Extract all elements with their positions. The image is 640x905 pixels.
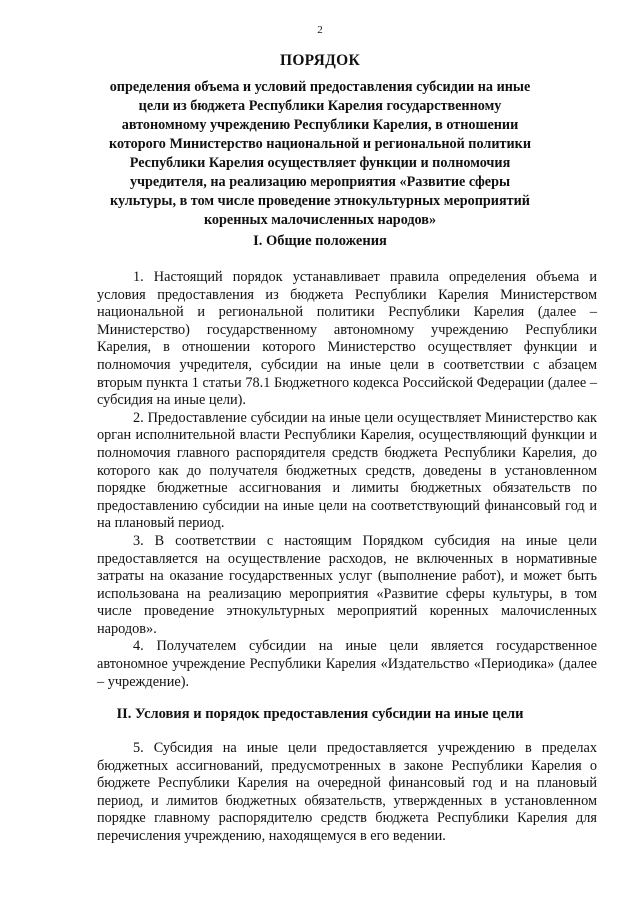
page-number: 2 [317, 24, 323, 36]
section-body-general-provisions [97, 269, 597, 691]
paragraph-4: 4. Получателем субсидии на иные цели является государственное автономное учреждение Республики Карелия «Издательство «Периодика» (далее – учреждение). [97, 638, 597, 690]
paragraph-2: 2. Предоставление субсидии на иные цели осуществляет Министерство как орган исполнительной власти Республики Карелия, осуществляющий функции и полномочия главного распорядителя средств бюджета Республики Карелия, до которого как до получателя бюджетных средств, доведены в установленном порядке бюджетные ассигнования и лимиты бюджетных обязательств по предоставлению субсидии на иные цели на соответствующий финансовый год и на плановый период. [97, 409, 597, 532]
paragraph-3: 3. В соответствии с настоящим Порядком субсидия на иные цели предоставляется на осуществление расходов, не включенных в нормативные затраты на оказание государственных услуг (выполнение работ), и может быть использована на реализацию мероприятия «Развитие сферы культуры, в том числе проведение этнокультурных мероприятий коренных малочисленных народов». [97, 532, 597, 637]
section-body-conditions [97, 740, 597, 846]
document-subtitle: определения объема и условий предоставления субсидии на иные цели из бюджета Республики Карелия государственному автономному учреждению Республики Карелия, в отношении которого Министерство национальной и региональной политики Республики Карелия осуществляет функции и полномочия учредителя, на реализацию мероприятия «Развитие сферы культуры, в том числе проведение этнокультурных мероприятий коренных малочисленных народов» [108, 79, 532, 228]
section-heading-conditions: II. Условия и порядок предоставления субсидии на иные цели [116, 706, 524, 722]
section-heading-general-provisions: I. Общие положения [253, 233, 387, 249]
paragraph-1: 1. Настоящий порядок устанавливает правила определения объема и условия предоставления из бюджета Республики Карелия Министерством национальной и региональной политики Республики Карелия (далее – Министерство) государственному автономному учреждению Республики Карелия, в отношении которого Министерство осуществляет функции и полномочия учредителя, субсидии на иные цели в соответствии с абзацем вторым пункта 1 статьи 78.1 Бюджетного кодекса Российской Федерации (далее – субсидия на иные цели). [97, 269, 597, 409]
document-title: ПОРЯДОК [279, 52, 361, 69]
paragraph-5: 5. Субсидия на иные цели предоставляется учреждению в пределах бюджетных ассигнований, предусмотренных в законе Республики Карелия о бюджете Республики Карелия на очередной финансовый год и на плановый период, и лимитов бюджетных обязательств, утвержденных в установленном порядке главному распорядителю средств бюджета Республики Карелия для перечисления учреждению, находящемуся в его ведении. [97, 740, 597, 844]
